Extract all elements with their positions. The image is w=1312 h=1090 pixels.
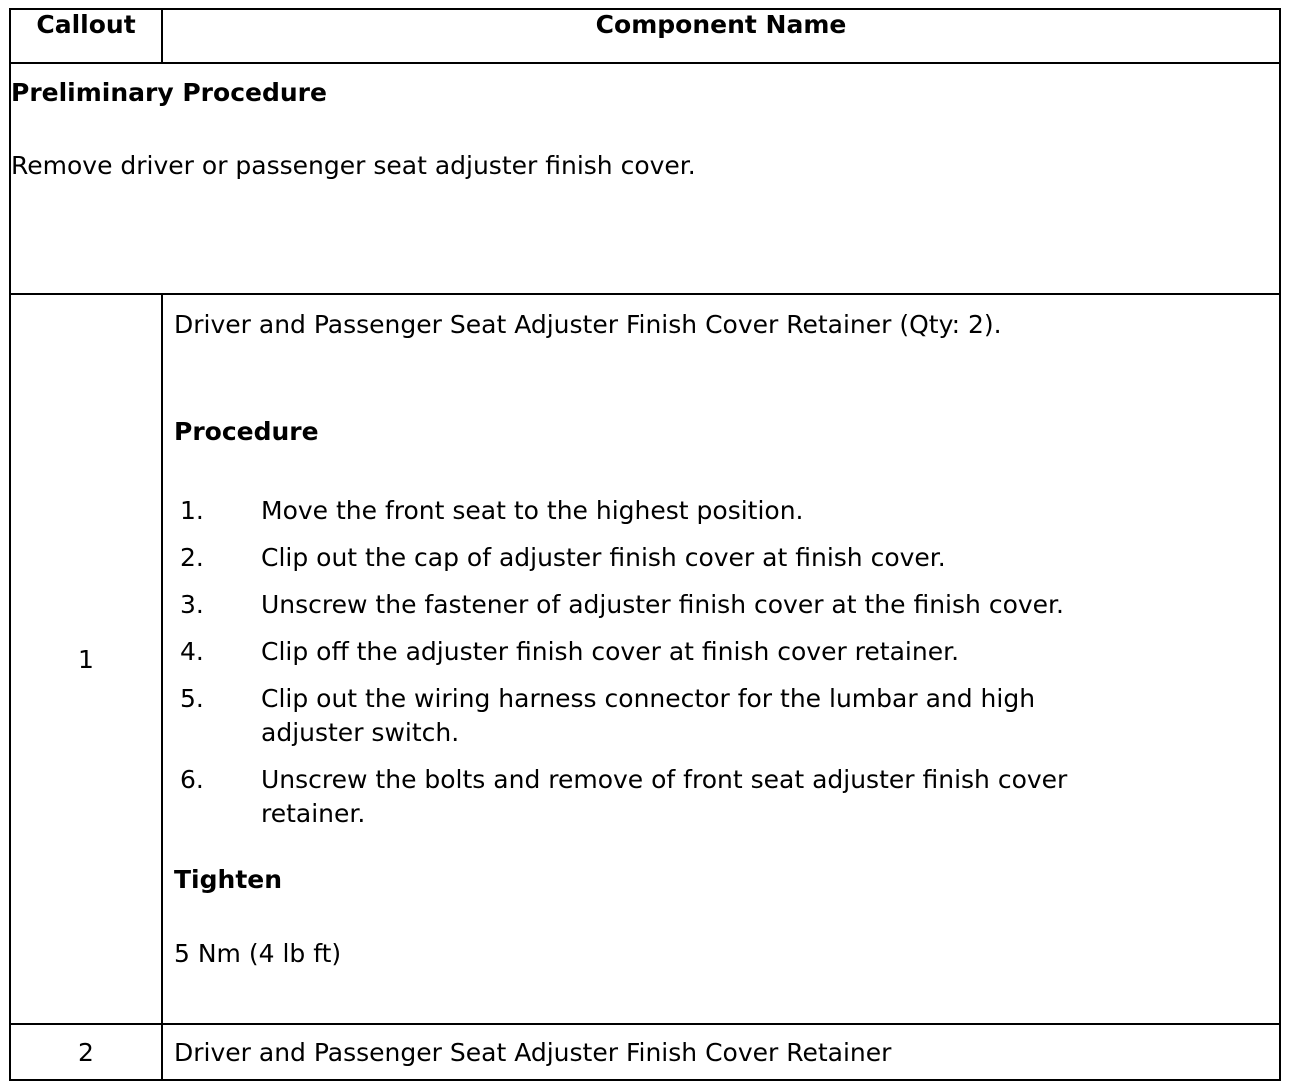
component-cell <box>162 294 1280 1024</box>
callout-header: Callout <box>10 9 162 63</box>
procedure-title: Procedure <box>174 417 319 446</box>
procedure-steps <box>174 494 1268 831</box>
step-text: Clip out the cap of adjuster finish cover at finish cover. <box>261 543 946 572</box>
list-item <box>174 588 1268 622</box>
step-text: Clip out the wiring harness connector for the lumbar and high adjuster switch. <box>261 684 1036 747</box>
list-item <box>174 541 1268 575</box>
step-number: 2. <box>180 543 204 572</box>
list-item <box>174 494 1268 528</box>
step-text: Unscrew the bolts and remove of front seat adjuster finish cover retainer. <box>261 765 1068 828</box>
component-cell: Driver and Passenger Seat Adjuster Finish Cover Retainer <box>162 1024 1280 1080</box>
preliminary-row <box>10 63 1280 294</box>
procedure-table <box>9 8 1281 1081</box>
step-text: Move the front seat to the highest position. <box>261 496 804 525</box>
list-item <box>174 763 1268 831</box>
component-name: Driver and Passenger Seat Adjuster Finish Cover Retainer (Qty: 2). <box>174 310 1002 339</box>
callout-cell: 2 <box>10 1024 162 1080</box>
step-text: Unscrew the fastener of adjuster finish cover at the finish cover. <box>261 590 1064 619</box>
preliminary-title: Preliminary Procedure <box>11 78 327 107</box>
list-item <box>174 682 1268 750</box>
callout-cell: 1 <box>10 294 162 1024</box>
component-name-header: Component Name <box>162 9 1280 63</box>
table-row <box>10 1024 1280 1080</box>
list-item <box>174 635 1268 669</box>
step-number: 3. <box>180 590 204 619</box>
header-row <box>10 9 1280 63</box>
step-number: 4. <box>180 637 204 666</box>
step-number: 6. <box>180 765 204 794</box>
step-number: 5. <box>180 684 204 713</box>
preliminary-text: Remove driver or passenger seat adjuster finish cover. <box>11 151 696 180</box>
tighten-title: Tighten <box>174 865 283 894</box>
step-text: Clip off the adjuster finish cover at finish cover retainer. <box>261 637 960 666</box>
preliminary-cell <box>10 63 1280 294</box>
step-number: 1. <box>180 496 204 525</box>
torque-value: 5 Nm (4 lb ft) <box>174 939 342 968</box>
table-row <box>10 294 1280 1024</box>
